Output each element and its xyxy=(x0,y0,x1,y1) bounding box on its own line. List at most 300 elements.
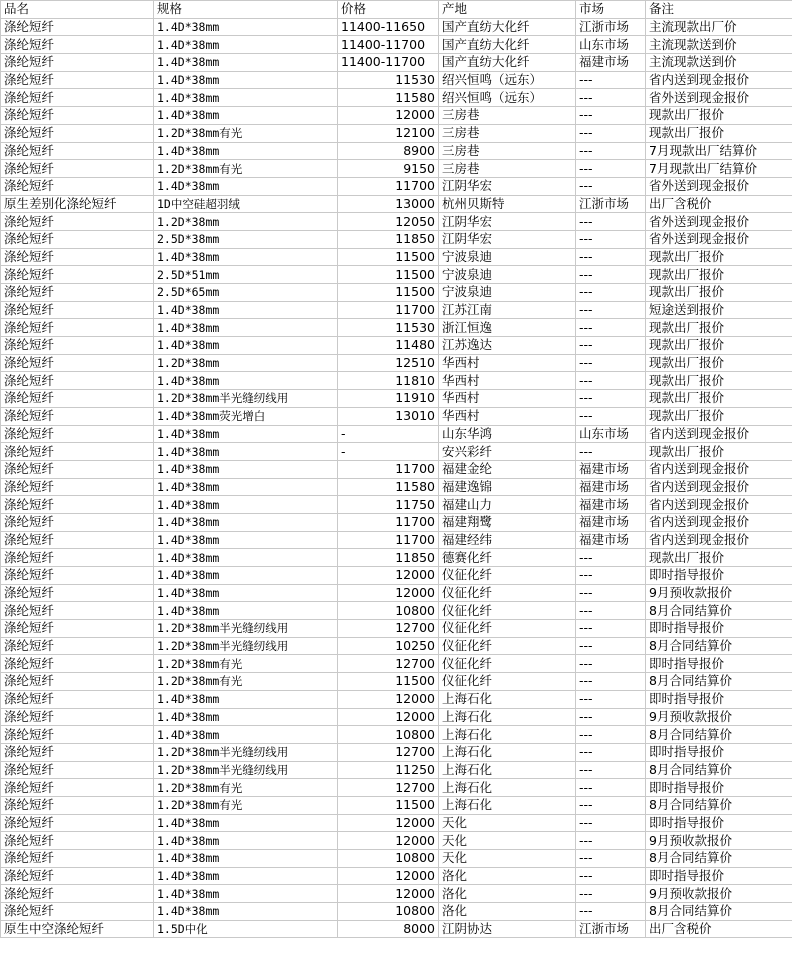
spec-cell[interactable]: 1.4D*38mm xyxy=(154,372,338,390)
spec-cell[interactable]: 1.4D*38mm xyxy=(154,567,338,585)
remark-cell[interactable]: 主流现款出厂价 xyxy=(646,18,792,36)
origin-cell[interactable]: 山东华鸿 xyxy=(439,425,576,443)
remark-cell[interactable]: 9月预收款报价 xyxy=(646,832,792,850)
spec-cell[interactable]: 1.4D*38mm xyxy=(154,319,338,337)
spec-cell[interactable]: 1.4D*38mm xyxy=(154,496,338,514)
spec-cell[interactable]: 1.4D*38mm xyxy=(154,531,338,549)
market-cell[interactable]: --- xyxy=(576,620,646,638)
price-cell[interactable]: 12000 xyxy=(338,814,439,832)
product-cell[interactable]: 涤纶短纤 xyxy=(1,266,154,284)
market-cell[interactable]: --- xyxy=(576,284,646,302)
price-cell[interactable]: 11500 xyxy=(338,796,439,814)
origin-cell[interactable]: 华西村 xyxy=(439,390,576,408)
product-cell[interactable]: 涤纶短纤 xyxy=(1,460,154,478)
product-cell[interactable]: 涤纶短纤 xyxy=(1,690,154,708)
market-cell[interactable]: --- xyxy=(576,867,646,885)
origin-cell[interactable]: 仪征化纤 xyxy=(439,567,576,585)
remark-cell[interactable]: 现款出厂报价 xyxy=(646,443,792,461)
price-cell[interactable]: 11700 xyxy=(338,513,439,531)
product-cell[interactable]: 涤纶短纤 xyxy=(1,142,154,160)
origin-cell[interactable]: 江阴华宏 xyxy=(439,177,576,195)
product-cell[interactable]: 涤纶短纤 xyxy=(1,284,154,302)
market-cell[interactable]: --- xyxy=(576,230,646,248)
origin-cell[interactable]: 洛化 xyxy=(439,867,576,885)
remark-cell[interactable]: 现款出厂报价 xyxy=(646,107,792,125)
market-cell[interactable]: --- xyxy=(576,337,646,355)
remark-cell[interactable]: 8月合同结算价 xyxy=(646,903,792,921)
market-cell[interactable]: --- xyxy=(576,726,646,744)
origin-cell[interactable]: 上海石化 xyxy=(439,779,576,797)
market-cell[interactable]: 福建市场 xyxy=(576,478,646,496)
market-cell[interactable]: --- xyxy=(576,71,646,89)
remark-cell[interactable]: 现款出厂报价 xyxy=(646,549,792,567)
product-cell[interactable]: 涤纶短纤 xyxy=(1,248,154,266)
product-cell[interactable]: 涤纶短纤 xyxy=(1,726,154,744)
price-cell[interactable]: 10800 xyxy=(338,903,439,921)
price-cell[interactable]: 11400-11700 xyxy=(338,54,439,72)
origin-cell[interactable]: 绍兴恒鸣（远东） xyxy=(439,89,576,107)
header-market[interactable]: 市场 xyxy=(576,1,646,19)
origin-cell[interactable]: 三房巷 xyxy=(439,107,576,125)
remark-cell[interactable]: 省内送到现金报价 xyxy=(646,425,792,443)
market-cell[interactable]: --- xyxy=(576,567,646,585)
origin-cell[interactable]: 华西村 xyxy=(439,372,576,390)
remark-cell[interactable]: 省外送到现金报价 xyxy=(646,230,792,248)
market-cell[interactable]: --- xyxy=(576,903,646,921)
remark-cell[interactable]: 现款出厂报价 xyxy=(646,354,792,372)
remark-cell[interactable]: 省外送到现金报价 xyxy=(646,213,792,231)
remark-cell[interactable]: 出厂含税价 xyxy=(646,195,792,213)
spec-cell[interactable]: 1.2D*38mm半光缝纫线用 xyxy=(154,743,338,761)
origin-cell[interactable]: 上海石化 xyxy=(439,708,576,726)
remark-cell[interactable]: 省内送到现金报价 xyxy=(646,460,792,478)
spec-cell[interactable]: 1.4D*38mm xyxy=(154,513,338,531)
origin-cell[interactable]: 国产直纺大化纤 xyxy=(439,18,576,36)
market-cell[interactable]: --- xyxy=(576,89,646,107)
product-cell[interactable]: 涤纶短纤 xyxy=(1,584,154,602)
product-cell[interactable]: 涤纶短纤 xyxy=(1,796,154,814)
market-cell[interactable]: --- xyxy=(576,584,646,602)
remark-cell[interactable]: 现款出厂报价 xyxy=(646,337,792,355)
market-cell[interactable]: --- xyxy=(576,301,646,319)
product-cell[interactable]: 涤纶短纤 xyxy=(1,602,154,620)
spec-cell[interactable]: 1.2D*38mm有光 xyxy=(154,160,338,178)
remark-cell[interactable]: 省内送到现金报价 xyxy=(646,71,792,89)
market-cell[interactable]: --- xyxy=(576,107,646,125)
market-cell[interactable]: --- xyxy=(576,407,646,425)
spec-cell[interactable]: 1.4D*38mm xyxy=(154,248,338,266)
market-cell[interactable]: --- xyxy=(576,124,646,142)
remark-cell[interactable]: 即时指导报价 xyxy=(646,867,792,885)
origin-cell[interactable]: 天化 xyxy=(439,850,576,868)
product-cell[interactable]: 涤纶短纤 xyxy=(1,337,154,355)
spec-cell[interactable]: 1.4D*38mm xyxy=(154,549,338,567)
spec-cell[interactable]: 1.4D*38mm xyxy=(154,460,338,478)
product-cell[interactable]: 涤纶短纤 xyxy=(1,354,154,372)
market-cell[interactable]: --- xyxy=(576,160,646,178)
price-cell[interactable]: 11810 xyxy=(338,372,439,390)
remark-cell[interactable]: 9月预收款报价 xyxy=(646,584,792,602)
price-cell[interactable]: 12000 xyxy=(338,690,439,708)
spec-cell[interactable]: 1.4D*38mm xyxy=(154,177,338,195)
origin-cell[interactable]: 华西村 xyxy=(439,407,576,425)
remark-cell[interactable]: 即时指导报价 xyxy=(646,743,792,761)
market-cell[interactable]: 江浙市场 xyxy=(576,195,646,213)
price-cell[interactable]: 12510 xyxy=(338,354,439,372)
spec-cell[interactable]: 2.5D*38mm xyxy=(154,230,338,248)
remark-cell[interactable]: 即时指导报价 xyxy=(646,567,792,585)
origin-cell[interactable]: 福建经纬 xyxy=(439,531,576,549)
spec-cell[interactable]: 1.2D*38mm半光缝纫线用 xyxy=(154,637,338,655)
spec-cell[interactable]: 1D中空硅超羽绒 xyxy=(154,195,338,213)
product-cell[interactable]: 涤纶短纤 xyxy=(1,708,154,726)
price-cell[interactable]: 10800 xyxy=(338,850,439,868)
spec-cell[interactable]: 1.4D*38mm xyxy=(154,18,338,36)
product-cell[interactable]: 涤纶短纤 xyxy=(1,301,154,319)
origin-cell[interactable]: 华西村 xyxy=(439,354,576,372)
price-cell[interactable]: 12000 xyxy=(338,584,439,602)
price-cell[interactable]: 9150 xyxy=(338,160,439,178)
price-cell[interactable]: 8900 xyxy=(338,142,439,160)
origin-cell[interactable]: 杭州贝斯特 xyxy=(439,195,576,213)
market-cell[interactable]: --- xyxy=(576,885,646,903)
product-cell[interactable]: 涤纶短纤 xyxy=(1,531,154,549)
market-cell[interactable]: --- xyxy=(576,814,646,832)
product-cell[interactable]: 涤纶短纤 xyxy=(1,637,154,655)
spec-cell[interactable]: 1.4D*38mm xyxy=(154,107,338,125)
product-cell[interactable]: 涤纶短纤 xyxy=(1,496,154,514)
product-cell[interactable]: 原生中空涤纶短纤 xyxy=(1,920,154,938)
header-remark[interactable]: 备注 xyxy=(646,1,792,19)
remark-cell[interactable]: 现款出厂报价 xyxy=(646,390,792,408)
header-spec[interactable]: 规格 xyxy=(154,1,338,19)
price-cell[interactable]: 10250 xyxy=(338,637,439,655)
market-cell[interactable]: --- xyxy=(576,266,646,284)
market-cell[interactable]: --- xyxy=(576,390,646,408)
origin-cell[interactable]: 宁波泉迪 xyxy=(439,284,576,302)
spec-cell[interactable]: 1.2D*38mm有光 xyxy=(154,673,338,691)
spec-cell[interactable]: 1.4D*38mm xyxy=(154,850,338,868)
product-cell[interactable]: 涤纶短纤 xyxy=(1,567,154,585)
market-cell[interactable]: --- xyxy=(576,708,646,726)
spec-cell[interactable]: 1.4D*38mm xyxy=(154,867,338,885)
price-cell[interactable]: 12700 xyxy=(338,779,439,797)
price-cell[interactable]: 11500 xyxy=(338,673,439,691)
price-cell[interactable]: 12700 xyxy=(338,620,439,638)
price-cell[interactable]: 13010 xyxy=(338,407,439,425)
spec-cell[interactable]: 1.4D*38mm xyxy=(154,690,338,708)
origin-cell[interactable]: 上海石化 xyxy=(439,690,576,708)
origin-cell[interactable]: 宁波泉迪 xyxy=(439,248,576,266)
price-cell[interactable]: 11530 xyxy=(338,319,439,337)
origin-cell[interactable]: 洛化 xyxy=(439,903,576,921)
market-cell[interactable]: 山东市场 xyxy=(576,36,646,54)
price-cell[interactable]: 11500 xyxy=(338,248,439,266)
remark-cell[interactable]: 现款出厂报价 xyxy=(646,284,792,302)
market-cell[interactable]: --- xyxy=(576,832,646,850)
spec-cell[interactable]: 1.2D*38mm有光 xyxy=(154,124,338,142)
spec-cell[interactable]: 1.4D*38mm xyxy=(154,885,338,903)
remark-cell[interactable]: 即时指导报价 xyxy=(646,690,792,708)
product-cell[interactable]: 涤纶短纤 xyxy=(1,867,154,885)
price-cell[interactable]: 11850 xyxy=(338,549,439,567)
spec-cell[interactable]: 1.4D*38mm xyxy=(154,602,338,620)
remark-cell[interactable]: 9月预收款报价 xyxy=(646,708,792,726)
origin-cell[interactable]: 上海石化 xyxy=(439,761,576,779)
header-price[interactable]: 价格 xyxy=(338,1,439,19)
product-cell[interactable]: 涤纶短纤 xyxy=(1,903,154,921)
remark-cell[interactable]: 现款出厂报价 xyxy=(646,407,792,425)
price-cell[interactable]: 12050 xyxy=(338,213,439,231)
spec-cell[interactable]: 1.2D*38mm有光 xyxy=(154,796,338,814)
market-cell[interactable]: 福建市场 xyxy=(576,460,646,478)
price-cell[interactable]: 11850 xyxy=(338,230,439,248)
spec-cell[interactable]: 1.4D*38mm xyxy=(154,425,338,443)
remark-cell[interactable]: 8月合同结算价 xyxy=(646,761,792,779)
price-cell[interactable]: 10800 xyxy=(338,602,439,620)
price-cell[interactable]: 11750 xyxy=(338,496,439,514)
product-cell[interactable]: 涤纶短纤 xyxy=(1,549,154,567)
market-cell[interactable]: 福建市场 xyxy=(576,496,646,514)
remark-cell[interactable]: 省外送到现金报价 xyxy=(646,177,792,195)
spec-cell[interactable]: 1.4D*38mm荧光增白 xyxy=(154,407,338,425)
market-cell[interactable]: --- xyxy=(576,549,646,567)
market-cell[interactable]: --- xyxy=(576,796,646,814)
market-cell[interactable]: 福建市场 xyxy=(576,513,646,531)
price-cell[interactable]: 13000 xyxy=(338,195,439,213)
product-cell[interactable]: 涤纶短纤 xyxy=(1,673,154,691)
market-cell[interactable]: --- xyxy=(576,761,646,779)
product-cell[interactable]: 涤纶短纤 xyxy=(1,124,154,142)
origin-cell[interactable]: 福建逸锦 xyxy=(439,478,576,496)
origin-cell[interactable]: 三房巷 xyxy=(439,124,576,142)
spec-cell[interactable]: 1.4D*38mm xyxy=(154,301,338,319)
remark-cell[interactable]: 即时指导报价 xyxy=(646,779,792,797)
price-cell[interactable]: - xyxy=(338,425,439,443)
origin-cell[interactable]: 上海石化 xyxy=(439,796,576,814)
product-cell[interactable]: 涤纶短纤 xyxy=(1,230,154,248)
price-cell[interactable]: 11700 xyxy=(338,177,439,195)
product-cell[interactable]: 涤纶短纤 xyxy=(1,160,154,178)
price-cell[interactable]: 8000 xyxy=(338,920,439,938)
price-cell[interactable]: 11400-11650 xyxy=(338,18,439,36)
market-cell[interactable]: --- xyxy=(576,690,646,708)
market-cell[interactable]: 福建市场 xyxy=(576,531,646,549)
market-cell[interactable]: 福建市场 xyxy=(576,54,646,72)
remark-cell[interactable]: 8月合同结算价 xyxy=(646,796,792,814)
price-cell[interactable]: 11250 xyxy=(338,761,439,779)
price-cell[interactable]: - xyxy=(338,443,439,461)
remark-cell[interactable]: 即时指导报价 xyxy=(646,814,792,832)
price-cell[interactable]: 12700 xyxy=(338,743,439,761)
price-cell[interactable]: 11530 xyxy=(338,71,439,89)
product-cell[interactable]: 涤纶短纤 xyxy=(1,71,154,89)
remark-cell[interactable]: 7月现款出厂结算价 xyxy=(646,142,792,160)
remark-cell[interactable]: 主流现款送到价 xyxy=(646,36,792,54)
origin-cell[interactable]: 江阴协达 xyxy=(439,920,576,938)
product-cell[interactable]: 涤纶短纤 xyxy=(1,107,154,125)
remark-cell[interactable]: 现款出厂报价 xyxy=(646,124,792,142)
product-cell[interactable]: 涤纶短纤 xyxy=(1,407,154,425)
remark-cell[interactable]: 8月合同结算价 xyxy=(646,637,792,655)
price-cell[interactable]: 11500 xyxy=(338,266,439,284)
price-cell[interactable]: 11500 xyxy=(338,284,439,302)
product-cell[interactable]: 涤纶短纤 xyxy=(1,89,154,107)
remark-cell[interactable]: 现款出厂报价 xyxy=(646,319,792,337)
origin-cell[interactable]: 仪征化纤 xyxy=(439,637,576,655)
spec-cell[interactable]: 1.4D*38mm xyxy=(154,814,338,832)
remark-cell[interactable]: 8月合同结算价 xyxy=(646,602,792,620)
spec-cell[interactable]: 1.4D*38mm xyxy=(154,142,338,160)
spec-cell[interactable]: 1.4D*38mm xyxy=(154,89,338,107)
remark-cell[interactable]: 省内送到现金报价 xyxy=(646,496,792,514)
origin-cell[interactable]: 上海石化 xyxy=(439,743,576,761)
spec-cell[interactable]: 1.4D*38mm xyxy=(154,708,338,726)
origin-cell[interactable]: 天化 xyxy=(439,832,576,850)
product-cell[interactable]: 涤纶短纤 xyxy=(1,655,154,673)
product-cell[interactable]: 涤纶短纤 xyxy=(1,761,154,779)
price-cell[interactable]: 12000 xyxy=(338,107,439,125)
product-cell[interactable]: 涤纶短纤 xyxy=(1,620,154,638)
price-cell[interactable]: 11700 xyxy=(338,531,439,549)
product-cell[interactable]: 涤纶短纤 xyxy=(1,743,154,761)
product-cell[interactable]: 涤纶短纤 xyxy=(1,18,154,36)
spec-cell[interactable]: 1.2D*38mm有光 xyxy=(154,779,338,797)
remark-cell[interactable]: 出厂含税价 xyxy=(646,920,792,938)
origin-cell[interactable]: 江阴华宏 xyxy=(439,230,576,248)
origin-cell[interactable]: 上海石化 xyxy=(439,726,576,744)
market-cell[interactable]: --- xyxy=(576,177,646,195)
market-cell[interactable]: --- xyxy=(576,637,646,655)
market-cell[interactable]: --- xyxy=(576,443,646,461)
remark-cell[interactable]: 9月预收款报价 xyxy=(646,885,792,903)
market-cell[interactable]: --- xyxy=(576,354,646,372)
spec-cell[interactable]: 1.4D*38mm xyxy=(154,337,338,355)
price-cell[interactable]: 11580 xyxy=(338,89,439,107)
spec-cell[interactable]: 1.4D*38mm xyxy=(154,478,338,496)
market-cell[interactable]: --- xyxy=(576,779,646,797)
product-cell[interactable]: 涤纶短纤 xyxy=(1,513,154,531)
origin-cell[interactable]: 福建山力 xyxy=(439,496,576,514)
product-cell[interactable]: 涤纶短纤 xyxy=(1,177,154,195)
origin-cell[interactable]: 福建翔鹭 xyxy=(439,513,576,531)
spec-cell[interactable]: 2.5D*65mm xyxy=(154,284,338,302)
remark-cell[interactable]: 省内送到现金报价 xyxy=(646,478,792,496)
market-cell[interactable]: --- xyxy=(576,142,646,160)
price-cell[interactable]: 12000 xyxy=(338,567,439,585)
remark-cell[interactable]: 现款出厂报价 xyxy=(646,266,792,284)
remark-cell[interactable]: 8月合同结算价 xyxy=(646,673,792,691)
origin-cell[interactable]: 天化 xyxy=(439,814,576,832)
origin-cell[interactable]: 国产直纺大化纤 xyxy=(439,36,576,54)
market-cell[interactable]: --- xyxy=(576,743,646,761)
origin-cell[interactable]: 江苏江南 xyxy=(439,301,576,319)
spec-cell[interactable]: 1.2D*38mm半光缝纫线用 xyxy=(154,620,338,638)
product-cell[interactable]: 涤纶短纤 xyxy=(1,779,154,797)
remark-cell[interactable]: 8月合同结算价 xyxy=(646,850,792,868)
market-cell[interactable]: --- xyxy=(576,213,646,231)
price-cell[interactable]: 10800 xyxy=(338,726,439,744)
price-cell[interactable]: 12100 xyxy=(338,124,439,142)
origin-cell[interactable]: 三房巷 xyxy=(439,142,576,160)
market-cell[interactable]: --- xyxy=(576,319,646,337)
market-cell[interactable]: --- xyxy=(576,248,646,266)
origin-cell[interactable]: 浙江恒逸 xyxy=(439,319,576,337)
origin-cell[interactable]: 绍兴恒鸣（远东） xyxy=(439,71,576,89)
spec-cell[interactable]: 1.4D*38mm xyxy=(154,443,338,461)
price-cell[interactable]: 12000 xyxy=(338,867,439,885)
remark-cell[interactable]: 省内送到现金报价 xyxy=(646,531,792,549)
origin-cell[interactable]: 三房巷 xyxy=(439,160,576,178)
remark-cell[interactable]: 7月现款出厂结算价 xyxy=(646,160,792,178)
origin-cell[interactable]: 仪征化纤 xyxy=(439,655,576,673)
product-cell[interactable]: 涤纶短纤 xyxy=(1,850,154,868)
spec-cell[interactable]: 1.4D*38mm xyxy=(154,832,338,850)
price-cell[interactable]: 12000 xyxy=(338,885,439,903)
spec-cell[interactable]: 1.4D*38mm xyxy=(154,726,338,744)
product-cell[interactable]: 涤纶短纤 xyxy=(1,390,154,408)
header-origin[interactable]: 产地 xyxy=(439,1,576,19)
price-cell[interactable]: 11700 xyxy=(338,301,439,319)
price-cell[interactable]: 11580 xyxy=(338,478,439,496)
spec-cell[interactable]: 1.4D*38mm xyxy=(154,71,338,89)
origin-cell[interactable]: 江苏逸达 xyxy=(439,337,576,355)
product-cell[interactable]: 涤纶短纤 xyxy=(1,213,154,231)
spec-cell[interactable]: 1.2D*38mm半光缝纫线用 xyxy=(154,761,338,779)
price-cell[interactable]: 11400-11700 xyxy=(338,36,439,54)
header-product[interactable]: 品名 xyxy=(1,1,154,19)
product-cell[interactable]: 涤纶短纤 xyxy=(1,814,154,832)
price-cell[interactable]: 11480 xyxy=(338,337,439,355)
remark-cell[interactable]: 即时指导报价 xyxy=(646,655,792,673)
market-cell[interactable]: 江浙市场 xyxy=(576,920,646,938)
product-cell[interactable]: 涤纶短纤 xyxy=(1,319,154,337)
origin-cell[interactable]: 德赛化纤 xyxy=(439,549,576,567)
spec-cell[interactable]: 1.2D*38mm半光缝纫线用 xyxy=(154,390,338,408)
remark-cell[interactable]: 现款出厂报价 xyxy=(646,248,792,266)
product-cell[interactable]: 涤纶短纤 xyxy=(1,425,154,443)
remark-cell[interactable]: 主流现款送到价 xyxy=(646,54,792,72)
price-cell[interactable]: 11910 xyxy=(338,390,439,408)
product-cell[interactable]: 涤纶短纤 xyxy=(1,832,154,850)
market-cell[interactable]: 山东市场 xyxy=(576,425,646,443)
market-cell[interactable]: --- xyxy=(576,850,646,868)
origin-cell[interactable]: 仪征化纤 xyxy=(439,584,576,602)
spec-cell[interactable]: 1.2D*38mm有光 xyxy=(154,655,338,673)
remark-cell[interactable]: 省内送到现金报价 xyxy=(646,513,792,531)
spec-cell[interactable]: 1.4D*38mm xyxy=(154,903,338,921)
market-cell[interactable]: 江浙市场 xyxy=(576,18,646,36)
price-cell[interactable]: 11700 xyxy=(338,460,439,478)
remark-cell[interactable]: 省外送到现金报价 xyxy=(646,89,792,107)
origin-cell[interactable]: 仪征化纤 xyxy=(439,620,576,638)
product-cell[interactable]: 涤纶短纤 xyxy=(1,478,154,496)
price-cell[interactable]: 12700 xyxy=(338,655,439,673)
origin-cell[interactable]: 洛化 xyxy=(439,885,576,903)
product-cell[interactable]: 涤纶短纤 xyxy=(1,443,154,461)
origin-cell[interactable]: 安兴彩纤 xyxy=(439,443,576,461)
price-cell[interactable]: 12000 xyxy=(338,832,439,850)
spec-cell[interactable]: 1.2D*38mm xyxy=(154,354,338,372)
price-cell[interactable]: 12000 xyxy=(338,708,439,726)
product-cell[interactable]: 涤纶短纤 xyxy=(1,372,154,390)
spec-cell[interactable]: 1.4D*38mm xyxy=(154,54,338,72)
spec-cell[interactable]: 2.5D*51mm xyxy=(154,266,338,284)
spec-cell[interactable]: 1.5D中化 xyxy=(154,920,338,938)
spec-cell[interactable]: 1.2D*38mm xyxy=(154,213,338,231)
spec-cell[interactable]: 1.4D*38mm xyxy=(154,36,338,54)
product-cell[interactable]: 涤纶短纤 xyxy=(1,885,154,903)
